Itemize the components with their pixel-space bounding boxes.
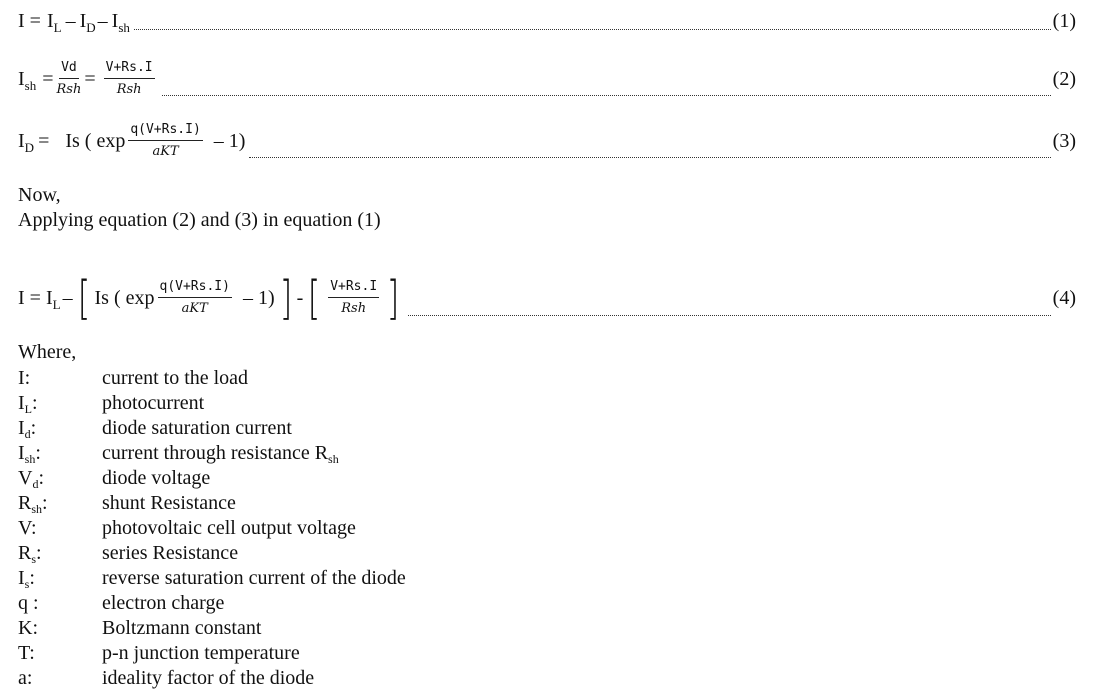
eq3-id: $I_D$ xyxy=(18,129,35,155)
dot-leader xyxy=(408,315,1051,316)
equation-2 xyxy=(18,56,1076,102)
equation-number-2: (2) xyxy=(1052,67,1076,90)
eq3-fraction xyxy=(128,122,202,161)
where-text: Where, xyxy=(18,341,77,363)
eq2-fraction-2 xyxy=(104,60,155,99)
equation-number-4: (4) xyxy=(1052,286,1076,309)
eq2-equals-2: = xyxy=(84,67,96,90)
definition-symbol: $I_L$: xyxy=(18,392,38,416)
definition-description: diode voltage xyxy=(102,467,211,489)
eq4-lhs: $I = I_L$ xyxy=(18,286,61,312)
definition-row xyxy=(18,616,406,641)
fraction-numerator: V+Rs.I xyxy=(104,60,155,79)
eq1-ish: $I_{sh}$ xyxy=(111,9,130,35)
eq4-minus: – xyxy=(62,286,73,309)
fraction-denominator: Rsh xyxy=(116,81,142,97)
equation-3-body xyxy=(18,122,245,161)
definition-description: ideality factor of the diode xyxy=(102,667,315,689)
definition-row xyxy=(18,416,406,441)
eq3-tail: – 1) xyxy=(213,129,246,152)
definition-description: diode saturation current xyxy=(102,417,292,439)
eq1-lhs: I = xyxy=(18,9,41,32)
definition-row xyxy=(18,541,406,566)
definition-description: series Resistance xyxy=(102,542,239,564)
fraction-numerator: Vd xyxy=(59,60,79,79)
definition-description: photovoltaic cell output voltage xyxy=(102,517,356,539)
definition-description: shunt Resistance xyxy=(102,492,236,514)
dot-leader xyxy=(134,29,1051,30)
definition-symbol: $R_s$: xyxy=(18,542,42,566)
fraction-numerator: V+Rs.I xyxy=(328,279,379,298)
eq3-lead: Is ( exp xyxy=(65,129,126,152)
definition-row xyxy=(18,441,406,466)
eq2-ish: $I_{sh}$ xyxy=(18,67,37,93)
open-bracket-1: [ xyxy=(77,271,90,325)
definition-description: electron charge xyxy=(102,592,225,614)
definition-symbol: $I_d$: xyxy=(18,417,37,441)
eq1-minus-2: – xyxy=(97,9,108,32)
definition-description: photocurrent xyxy=(102,392,205,414)
equation-4 xyxy=(18,271,1076,325)
equation-1 xyxy=(18,6,1076,36)
dot-leader xyxy=(162,95,1051,96)
definition-symbol: T: xyxy=(18,642,35,664)
definition-row xyxy=(18,466,406,491)
definition-row xyxy=(18,366,406,391)
definition-row xyxy=(18,641,406,666)
equation-2-body xyxy=(18,60,158,99)
fraction-numerator: q(V+Rs.I) xyxy=(128,122,202,141)
definition-row xyxy=(18,666,406,691)
definition-description: current through resistance $R_{sh}$ xyxy=(102,442,339,466)
definition-row xyxy=(18,491,406,516)
applying-text: Applying equation (2) and (3) in equation (1) xyxy=(18,209,381,231)
equation-4-body xyxy=(18,271,404,325)
equation-number-3: (3) xyxy=(1052,129,1076,152)
now-text: Now, xyxy=(18,184,61,206)
symbol-definitions xyxy=(18,366,406,691)
definition-symbol: I: xyxy=(18,367,31,389)
definition-symbol: $R_{sh}$: xyxy=(18,492,48,516)
definition-symbol: $I_s$: xyxy=(18,567,35,591)
eq4-inner-tail: – 1) xyxy=(242,286,275,309)
definition-symbol: K: xyxy=(18,617,39,639)
close-bracket-1: ] xyxy=(279,271,292,325)
eq2-fraction-1 xyxy=(57,60,82,99)
fraction-denominator: Rsh xyxy=(56,81,82,97)
eq1-id: $I_D$ xyxy=(79,9,96,35)
eq2-equals-1: = xyxy=(42,67,54,90)
definition-row xyxy=(18,516,406,541)
definition-symbol: a: xyxy=(18,667,33,689)
equation-1-body xyxy=(18,10,130,33)
fraction-denominator: aKT xyxy=(181,300,208,316)
definition-description: reverse saturation current of the diode xyxy=(102,567,406,589)
definition-row xyxy=(18,566,406,591)
equation-number-1: (1) xyxy=(1052,9,1076,32)
definition-row xyxy=(18,591,406,616)
definition-symbol: $V_d$: xyxy=(18,467,45,491)
eq4-fraction-2 xyxy=(328,279,379,318)
definition-symbol: $I_{sh}$: xyxy=(18,442,41,466)
eq4-inner-lead: Is ( exp xyxy=(94,286,155,309)
definition-symbol: V: xyxy=(18,517,37,539)
eq4-dash: - xyxy=(296,286,304,309)
eq3-equals: = xyxy=(38,129,50,152)
fraction-numerator: q(V+Rs.I) xyxy=(158,279,232,298)
equation-3 xyxy=(18,118,1076,164)
eq1-minus-1: – xyxy=(65,9,76,32)
definition-description: p-n junction temperature xyxy=(102,642,300,664)
eq4-fraction-1 xyxy=(158,279,232,318)
fraction-denominator: aKT xyxy=(152,143,179,159)
close-bracket-2: ] xyxy=(386,271,400,325)
eq1-il: $I_L$ xyxy=(46,9,62,35)
dot-leader xyxy=(249,157,1050,158)
definition-symbol: q : xyxy=(18,592,39,614)
definition-row xyxy=(18,391,406,416)
open-bracket-2: [ xyxy=(307,271,321,325)
fraction-denominator: Rsh xyxy=(341,300,367,316)
definition-description: Boltzmann constant xyxy=(102,617,262,639)
definition-description: current to the load xyxy=(102,367,249,389)
